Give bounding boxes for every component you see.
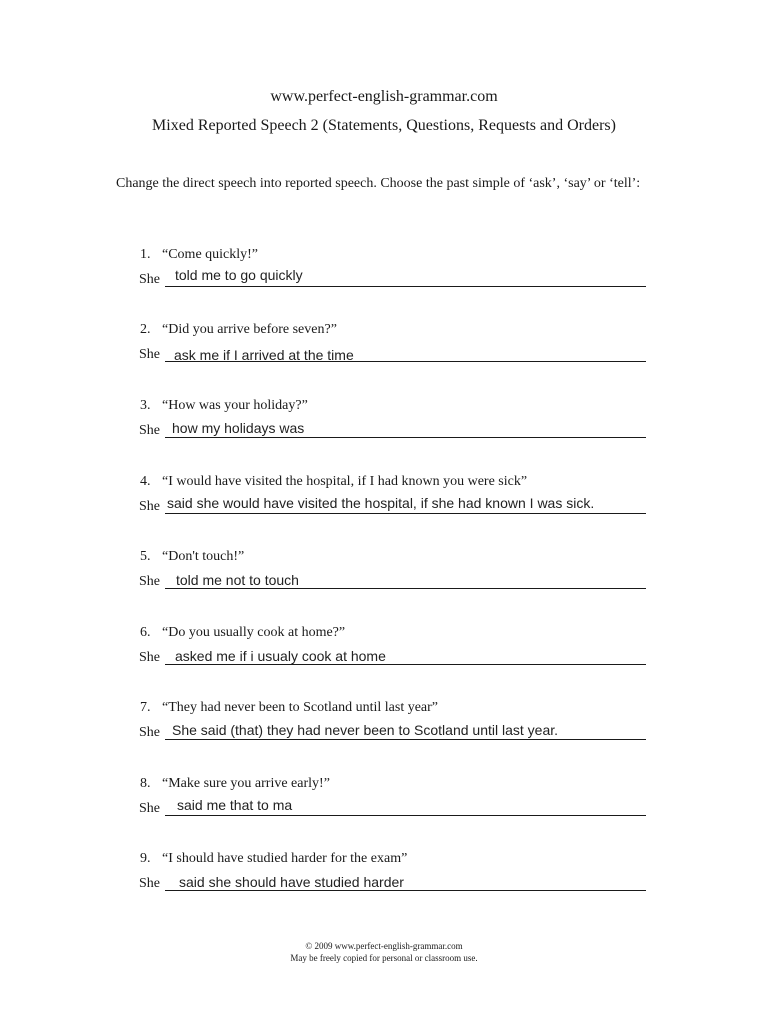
question-number: 1. — [140, 247, 151, 262]
footer — [0, 940, 768, 964]
question-text: “Come quickly!” — [162, 247, 259, 262]
answer-text[interactable]: told me to go quickly — [175, 267, 303, 283]
answer-text[interactable]: said me that to ma — [177, 797, 293, 813]
answer-line — [165, 588, 646, 589]
footer-note: May be freely copied for personal or classroom use. — [290, 953, 478, 963]
answer-prefix: She — [139, 347, 160, 362]
exercise-item — [0, 322, 768, 382]
footer-copyright: © 2009 www.perfect-english-grammar.com — [305, 941, 463, 951]
exercise-item — [0, 549, 768, 609]
answer-prefix: She — [139, 272, 160, 287]
question-number: 4. — [140, 474, 151, 489]
worksheet-title: Mixed Reported Speech 2 (Statements, Questions, Requests and Orders) — [152, 117, 616, 134]
exercise-item — [0, 247, 768, 307]
answer-prefix: She — [139, 725, 160, 740]
answer-text[interactable]: ask me if I arrived at the time — [174, 347, 354, 363]
instructions: Change the direct speech into reported speech. Choose the past simple of ‘ask’, ‘say’ or ‘tell’: — [116, 176, 641, 191]
answer-line — [165, 286, 646, 287]
question-text: “They had never been to Scotland until last year” — [162, 700, 439, 715]
answer-text[interactable]: said she would have visited the hospital, if she had known I was sick. — [167, 495, 595, 511]
answer-prefix: She — [139, 876, 160, 891]
site-title: www.perfect-english-grammar.com — [270, 88, 498, 105]
question-number: 5. — [140, 549, 151, 564]
exercise-item — [0, 700, 768, 760]
answer-line — [165, 815, 646, 816]
answer-line — [165, 739, 646, 740]
question-number: 9. — [140, 851, 151, 866]
answer-text[interactable]: asked me if i usualy cook at home — [175, 648, 386, 664]
question-text: “Did you arrive before seven?” — [162, 322, 337, 337]
question-text: “Make sure you arrive early!” — [162, 776, 330, 791]
answer-line — [165, 664, 646, 665]
answer-prefix: She — [139, 423, 160, 438]
answer-prefix: She — [139, 650, 160, 665]
answer-text[interactable]: told me not to touch — [176, 572, 299, 588]
answer-line — [165, 437, 646, 438]
question-number: 8. — [140, 776, 151, 791]
question-text: “Do you usually cook at home?” — [162, 625, 346, 640]
question-text: “Don't touch!” — [162, 549, 245, 564]
answer-prefix: She — [139, 801, 160, 816]
question-number: 2. — [140, 322, 151, 337]
question-number: 7. — [140, 700, 151, 715]
answer-line — [165, 890, 646, 891]
exercise-item — [0, 474, 768, 534]
answer-text[interactable]: said she should have studied harder — [179, 874, 404, 890]
question-text: “I should have studied harder for the exam” — [162, 851, 408, 866]
exercise-item — [0, 851, 768, 911]
answer-text[interactable]: She said (that) they had never been to Scotland until last year. — [172, 722, 559, 738]
answer-text[interactable]: how my holidays was — [172, 420, 305, 436]
exercise-item — [0, 625, 768, 685]
question-text: “How was your holiday?” — [162, 398, 308, 413]
question-number: 6. — [140, 625, 151, 640]
exercise-item — [0, 398, 768, 458]
question-number: 3. — [140, 398, 151, 413]
answer-prefix: She — [139, 574, 160, 589]
answer-line — [165, 513, 646, 514]
question-text: “I would have visited the hospital, if I had known you were sick” — [162, 474, 528, 489]
exercise-item — [0, 776, 768, 836]
answer-prefix: She — [139, 499, 160, 514]
